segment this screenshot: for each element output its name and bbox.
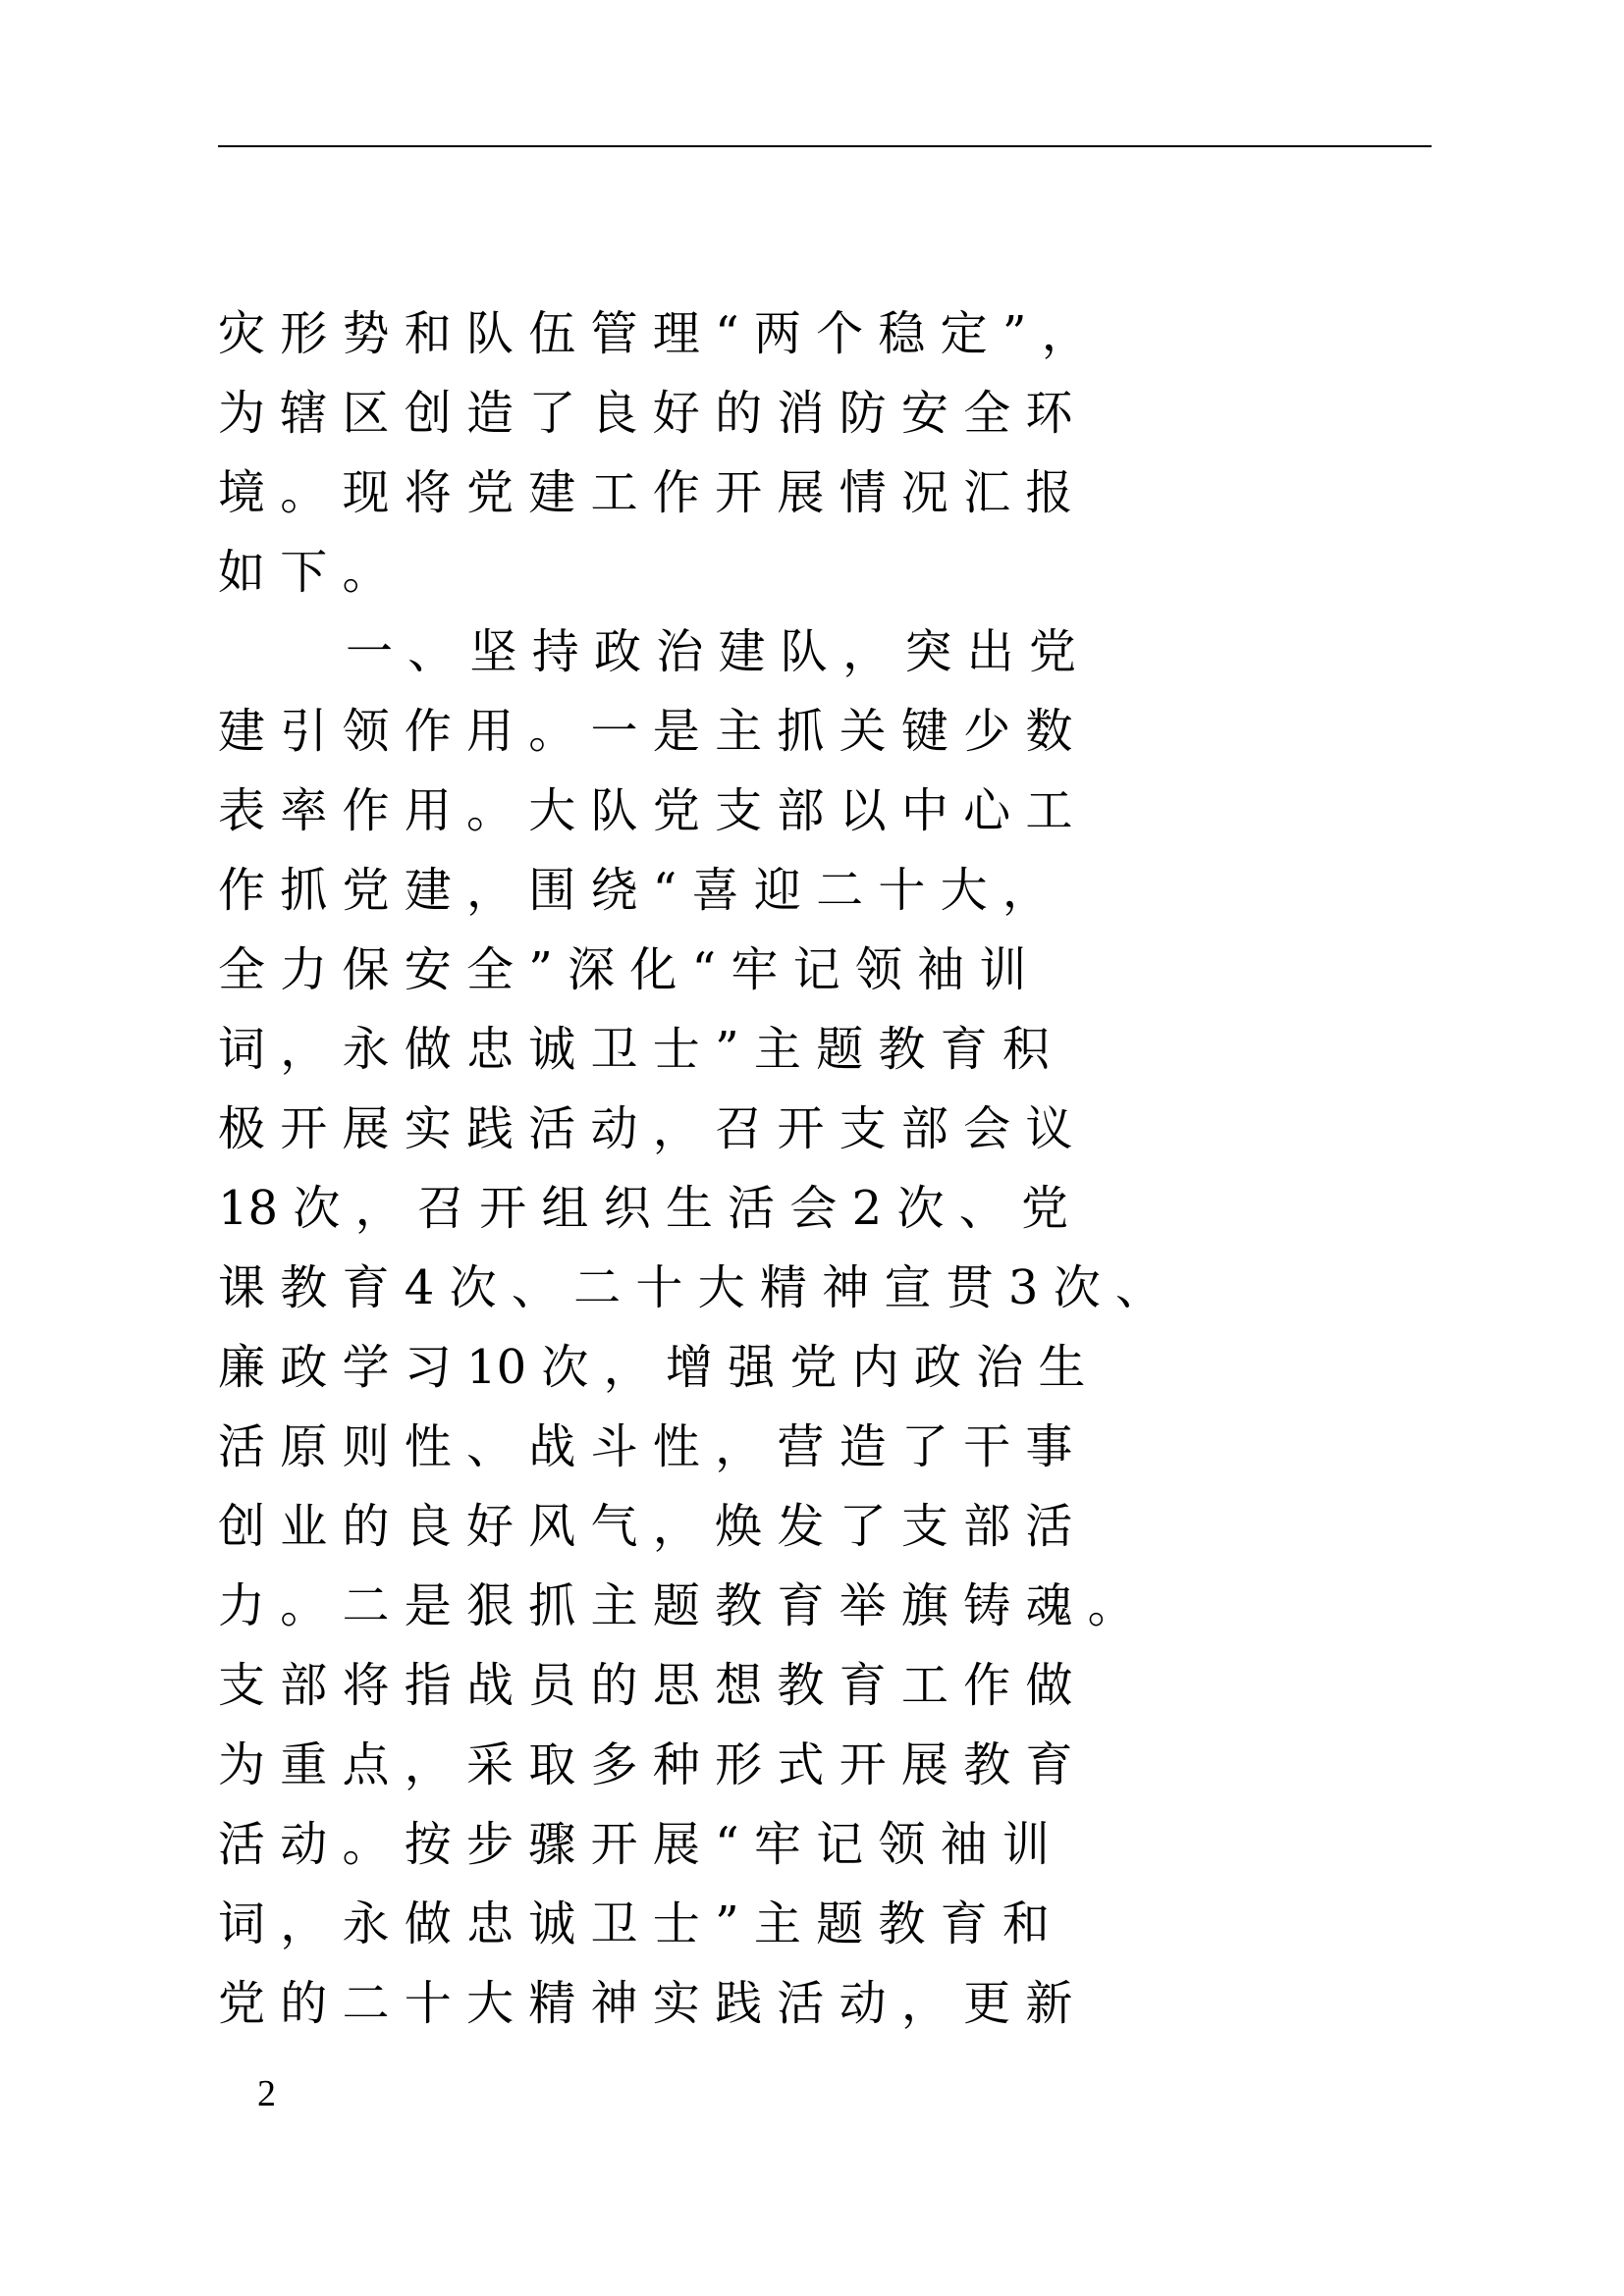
- header-rule: [218, 145, 1432, 147]
- page-number: 2: [257, 2073, 276, 2114]
- text-line: 境 。 现 将 党 建 工 作 开 展 情 况 汇 报: [218, 465, 1073, 520]
- text-line: 18 次 ， 召 开 组 织 生 活 会 2 次 、 党: [218, 1181, 1068, 1236]
- section-heading-line: 一 、 坚 持 政 治 建 队 ， 突 出 党: [346, 624, 1076, 679]
- text-line: 活 原 则 性 、 战 斗 性 ， 营 造 了 干 事: [218, 1419, 1073, 1474]
- text-line: 课 教 育 4 次 、 二 十 大 精 神 宣 贯 3 次 、: [218, 1260, 1163, 1315]
- text-line: 全 力 保 安 全 ” 深 化 “ 牢 记 领 袖 训: [218, 942, 1027, 997]
- text-line: 创 业 的 良 好 风 气 ， 焕 发 了 支 部 活: [218, 1499, 1073, 1554]
- text-line: 灾 形 势 和 队 伍 管 理 “ 两 个 稳 定 ” ，: [218, 306, 1089, 361]
- text-line: 表 率 作 用 。 大 队 党 支 部 以 中 心 工: [218, 783, 1073, 838]
- text-line: 词 ， 永 做 忠 诚 卫 士 ” 主 题 教 育 积: [218, 1022, 1050, 1077]
- text-line: 为 重 点 ， 采 取 多 种 形 式 开 展 教 育: [218, 1737, 1073, 1792]
- text-line: 作 抓 党 建 ， 围 绕 “ 喜 迎 二 十 大 ，: [218, 863, 1050, 918]
- text-line: 为 辖 区 创 造 了 良 好 的 消 防 安 全 环: [218, 386, 1073, 441]
- text-line: 极 开 展 实 践 活 动 ， 召 开 支 部 会 议: [218, 1101, 1073, 1156]
- text-line: 廉 政 学 习 10 次 ， 增 强 党 内 政 治 生: [218, 1340, 1086, 1395]
- text-line: 活 动 。 按 步 骤 开 展 “ 牢 记 领 袖 训: [218, 1817, 1050, 1872]
- text-line: 支 部 将 指 战 员 的 思 想 教 育 工 作 做: [218, 1658, 1073, 1713]
- text-line: 力 。 二 是 狠 抓 主 题 教 育 举 旗 铸 魂 。: [218, 1578, 1135, 1633]
- body-text: [218, 294, 1445, 2044]
- text-line: 词 ， 永 做 忠 诚 卫 士 ” 主 题 教 育 和: [218, 1896, 1050, 1951]
- text-line: 如 下 。: [218, 545, 390, 600]
- text-line: 党 的 二 十 大 精 神 实 践 活 动 ， 更 新: [218, 1976, 1073, 2031]
- text-line: 建 引 领 作 用 。 一 是 主 抓 关 键 少 数: [218, 704, 1073, 759]
